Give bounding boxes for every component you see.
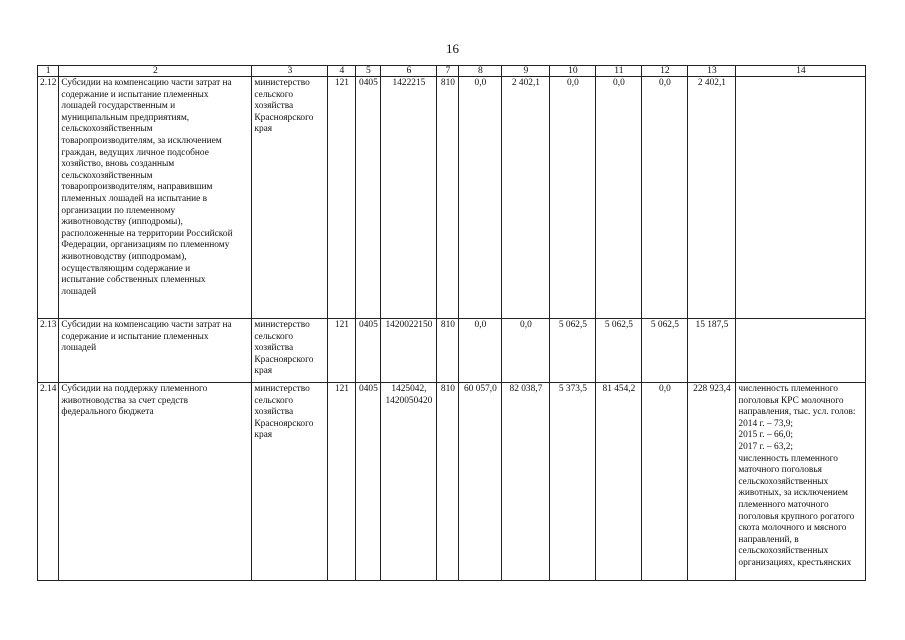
value-col-13: 15 187,5: [688, 319, 736, 383]
measure-name: Субсидии на компенсацию части затрат на содержание и испытание племенных лошадей: [59, 319, 252, 383]
column-header: 4: [328, 66, 356, 77]
column-header: 12: [642, 66, 688, 77]
vr-code: 810: [437, 319, 459, 383]
value-col-8: 60 057,0: [459, 383, 502, 581]
table-row: [38, 319, 866, 383]
value-col-12: 5 062,5: [642, 319, 688, 383]
row-number: 2.13: [38, 319, 59, 383]
table-row: [38, 383, 866, 581]
column-header: 11: [596, 66, 642, 77]
value-col-13: 228 923,4: [688, 383, 736, 581]
row-number: 2.12: [38, 77, 59, 319]
measure-name: Субсидии на поддержку племенного животноводства за счет средств федерального бюджета: [59, 383, 252, 581]
value-col-9: 0,0: [502, 319, 550, 383]
value-col-12: 0,0: [642, 383, 688, 581]
measure-name: Субсидии на компенсацию части затрат на содержание и испытание племенных лошадей государственным и муниципальным предприятиям, сельскохозяйственным товаропроизводителям, за исключением граждан, ведущих личное подсобное хозяйство, вновь созданным сельскохозяйственным товаропроизводителям, направившим племенных лошадей на испытание в организации по племенному животноводству (ипподромы), расположенные на территории Российской Федерации, организациям по племенному животноводству (ипподромам), осуществляющим содержание и испытание собственных племенных лошадей: [59, 77, 252, 319]
column-header: 5: [356, 66, 381, 77]
column-header: 9: [502, 66, 550, 77]
column-header: 8: [459, 66, 502, 77]
grbs-code: 121: [328, 77, 356, 319]
column-header: 1: [38, 66, 59, 77]
value-col-12: 0,0: [642, 77, 688, 319]
column-header: 6: [381, 66, 437, 77]
budget-table: [37, 65, 866, 581]
value-col-8: 0,0: [459, 77, 502, 319]
page-number: 16: [446, 41, 459, 56]
value-col-10: 5 062,5: [550, 319, 596, 383]
grbs-code: 121: [328, 383, 356, 581]
value-col-11: 0,0: [596, 77, 642, 319]
column-header: 10: [550, 66, 596, 77]
executor: министерство сельского хозяйства Красноярского края: [252, 77, 328, 319]
value-col-13: 2 402,1: [688, 77, 736, 319]
value-col-11: 81 454,2: [596, 383, 642, 581]
grbs-code: 121: [328, 319, 356, 383]
csr-code: 1425042, 1420050420: [381, 383, 437, 581]
column-numbers-row: [38, 66, 866, 77]
csr-code: 1422215: [381, 77, 437, 319]
expected-result: [736, 77, 866, 319]
rzpr-code: 0405: [356, 319, 381, 383]
expected-result: численность племенного поголовья КРС молочного направления, тыс. усл. голов: 2014 г. – 73,9; 2015 г. – 66,0; 2017 г. – 63,2; численность племенного маточного поголовья сельскохозяйственных животных, за исключением племенного маточного поголовья крупного рогатого скота молочного и мясного направлений, в сельскохозяйственных организациях, крестьянских: [736, 383, 866, 581]
value-col-10: 5 373,5: [550, 383, 596, 581]
value-col-10: 0,0: [550, 77, 596, 319]
vr-code: 810: [437, 383, 459, 581]
column-header: 13: [688, 66, 736, 77]
column-header: 2: [59, 66, 252, 77]
executor: министерство сельского хозяйства Красноярского края: [252, 383, 328, 581]
csr-code: 1420022150: [381, 319, 437, 383]
column-header: 7: [437, 66, 459, 77]
vr-code: 810: [437, 77, 459, 319]
rzpr-code: 0405: [356, 77, 381, 319]
table-row: [38, 77, 866, 319]
expected-result: [736, 319, 866, 383]
column-header: 14: [736, 66, 866, 77]
value-col-8: 0,0: [459, 319, 502, 383]
executor: министерство сельского хозяйства Красноярского края: [252, 319, 328, 383]
value-col-9: 2 402,1: [502, 77, 550, 319]
rzpr-code: 0405: [356, 383, 381, 581]
value-col-9: 82 038,7: [502, 383, 550, 581]
column-header: 3: [252, 66, 328, 77]
value-col-11: 5 062,5: [596, 319, 642, 383]
row-number: 2.14: [38, 383, 59, 581]
